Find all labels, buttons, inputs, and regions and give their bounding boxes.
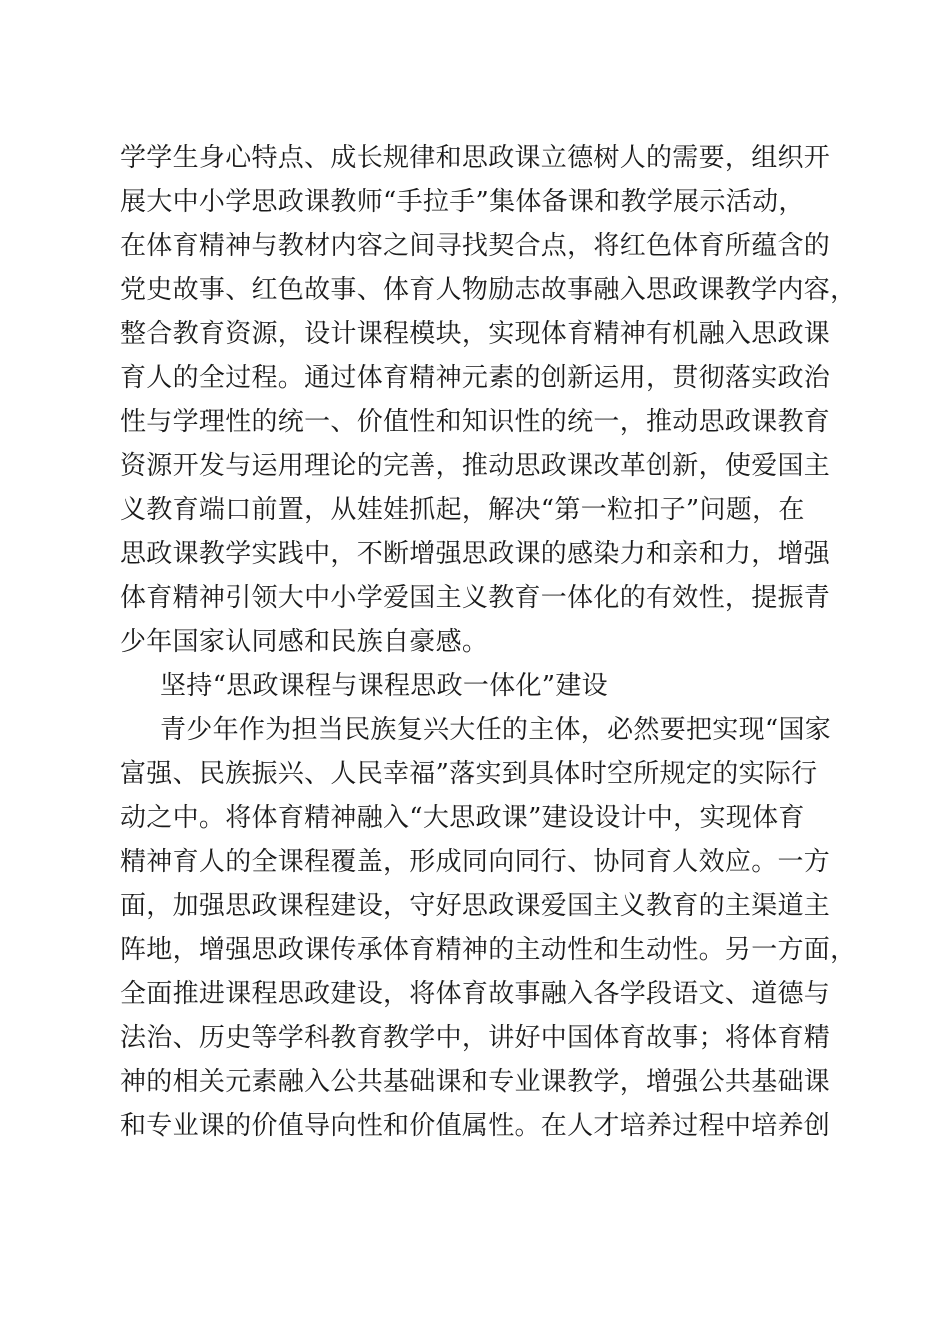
paragraph-2-line: 神的相关元素融入公共基础课和专业课教学，增强公共基础课 [120, 1067, 831, 1097]
paragraph-2-line: 精神育人的全课程覆盖，形成同向同行、协同育人效应。一方 [120, 847, 831, 877]
paragraph-1-line: 资源开发与运用理论的完善，推动思政课改革创新，使爱国主 [120, 451, 831, 481]
paragraph-2-line: 和专业课的价值导向性和价值属性。在人才培养过程中培养创 [120, 1111, 831, 1141]
paragraph-2-line: 动之中。将体育精神融入“大思政课”建设设计中，实现体育 [120, 803, 805, 833]
paragraph-2-line: 富强、民族振兴、人民幸福”落实到具体时空所规定的实际行 [120, 759, 818, 789]
paragraph-1-line: 整合教育资源，设计课程模块，实现体育精神有机融入思政课 [120, 319, 831, 349]
paragraph-1-line: 性与学理性的统一、价值性和知识性的统一，推动思政课教育 [120, 407, 831, 437]
paragraph-2-line: 阵地，增强思政课传承体育精神的主动性和生动性。另一方面， [120, 935, 857, 965]
paragraph-1-line: 在体育精神与教材内容之间寻找契合点，将红色体育所蕴含的 [120, 231, 831, 261]
paragraph-1-line: 义教育端口前置，从娃娃抓起，解决“第一粒扣子”问题，在 [120, 495, 805, 525]
paragraph-2-line: 法治、历史等学科教育教学中，讲好中国体育故事；将体育精 [120, 1023, 831, 1053]
paragraph-1-line: 育人的全过程。通过体育精神元素的创新运用，贯彻落实政治 [120, 363, 831, 393]
paragraph-1-line: 党史故事、红色故事、体育人物励志故事融入思政课教学内容， [120, 275, 857, 305]
paragraph-2-line: 全面推进课程思政建设，将体育故事融入各学段语文、道德与 [120, 979, 831, 1009]
paragraph-1-line: 学学生身心特点、成长规律和思政课立德树人的需要，组织开 [120, 143, 831, 173]
paragraph-1-line: 少年国家认同感和民族自豪感。 [120, 627, 489, 657]
paragraph-1-line: 体育精神引领大中小学爱国主义教育一体化的有效性，提振青 [120, 583, 831, 613]
section-heading: 坚持“思政课程与课程思政一体化”建设 [160, 671, 608, 701]
paragraph-2-line: 青少年作为担当民族复兴大任的主体，必然要把实现“国家 [160, 715, 832, 745]
paragraph-2-line: 面，加强思政课程建设，守好思政课爱国主义教育的主渠道主 [120, 891, 831, 921]
paragraph-1-line: 展大中小学思政课教师“手拉手”集体备课和教学展示活动， [120, 187, 805, 217]
paragraph-1-line: 思政课教学实践中，不断增强思政课的感染力和亲和力，增强 [120, 539, 831, 569]
